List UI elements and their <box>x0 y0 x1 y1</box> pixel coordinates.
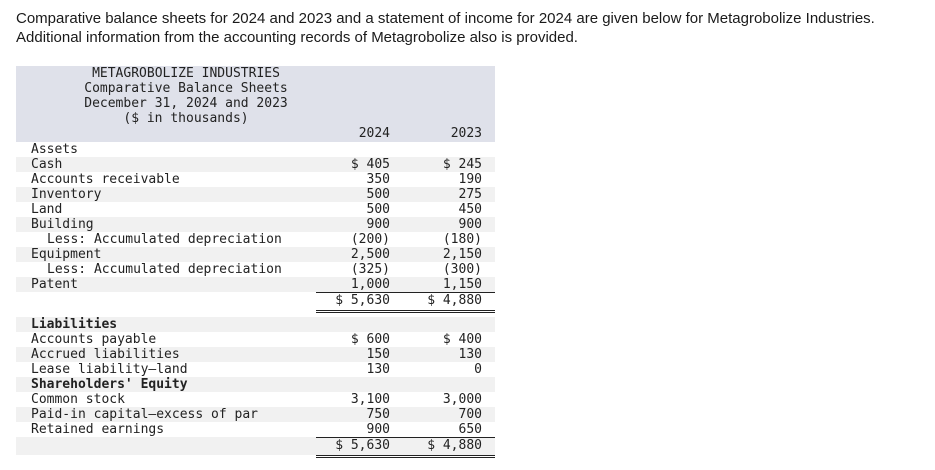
value-2023: 1,150 <box>442 277 482 292</box>
value-2023: $ 245 <box>442 157 482 172</box>
value-2023: 275 <box>458 187 482 202</box>
statement-title: Comparative Balance Sheets <box>84 81 288 96</box>
table-header <box>16 66 495 142</box>
table-row <box>16 347 495 362</box>
value-2024: $ 600 <box>350 332 390 347</box>
row-label: Patent <box>31 277 78 292</box>
row-label: Shareholders' Equity <box>31 377 188 392</box>
value-2024: 130 <box>366 362 390 377</box>
value-2023: $ 4,880 <box>427 438 482 453</box>
company-name: METAGROBOLIZE INDUSTRIES <box>92 66 280 81</box>
intro-line-1: Comparative balance sheets for 2024 and 2023 and a statement of income for 2024 are given below for Metagrobolize Industries. <box>16 10 875 27</box>
column-header-2024: 2024 <box>358 126 390 141</box>
value-2024: 150 <box>366 347 390 362</box>
column-header-2023: 2023 <box>450 126 482 141</box>
table-row <box>16 217 495 232</box>
value-2024: 500 <box>366 202 390 217</box>
underline <box>316 437 495 438</box>
value-2024: 500 <box>366 187 390 202</box>
intro-text <box>16 9 931 47</box>
statement-units: ($ in thousands) <box>123 111 249 126</box>
total-assets-row <box>16 292 495 310</box>
row-label: Accounts payable <box>31 332 157 347</box>
row-label: Less: Accumulated depreciation <box>47 232 282 247</box>
value-2023: 130 <box>458 347 482 362</box>
row-label: Accrued liabilities <box>31 347 180 362</box>
row-label: Lease liability—land <box>31 362 188 377</box>
value-2024: 1,000 <box>350 277 390 292</box>
table-row <box>16 332 495 347</box>
intro-line-2: Additional information from the accounting records of Metagrobolize also is provided. <box>16 29 578 46</box>
row-label: Inventory <box>31 187 102 202</box>
section-heading-equity <box>16 377 495 392</box>
table-row <box>16 172 495 187</box>
section-heading-assets <box>16 142 495 157</box>
value-2024: $ 5,630 <box>335 438 390 453</box>
value-2024: 3,100 <box>350 392 390 407</box>
table-row <box>16 392 495 407</box>
table-row <box>16 157 495 172</box>
table-row <box>16 187 495 202</box>
double-underline <box>316 310 495 313</box>
value-2024: 750 <box>366 407 390 422</box>
value-2024: (325) <box>350 262 390 277</box>
row-label: Building <box>31 217 94 232</box>
table-row <box>16 407 495 422</box>
value-2023: 900 <box>458 217 482 232</box>
value-2024: (200) <box>350 232 390 247</box>
value-2024: 900 <box>366 422 390 437</box>
table-row <box>16 362 495 377</box>
value-2023: (300) <box>442 262 482 277</box>
value-2023: 2,150 <box>442 247 482 262</box>
value-2023: 700 <box>458 407 482 422</box>
row-label: Less: Accumulated depreciation <box>47 262 282 277</box>
row-label: Liabilities <box>31 317 118 332</box>
value-2024: $ 405 <box>350 157 390 172</box>
table-row <box>16 422 495 437</box>
row-label: Common stock <box>31 392 125 407</box>
row-label: Equipment <box>31 247 102 262</box>
table-row <box>16 277 495 292</box>
underline <box>316 292 495 293</box>
double-underline <box>316 455 495 458</box>
value-2024: $ 5,630 <box>335 293 390 308</box>
row-label: Paid-in capital—excess of par <box>31 407 258 422</box>
value-2023: 650 <box>458 422 482 437</box>
value-2023: 0 <box>474 362 482 377</box>
row-label: Accounts receivable <box>31 172 180 187</box>
value-2023: $ 4,880 <box>427 293 482 308</box>
table-row <box>16 247 495 262</box>
value-2024: 2,500 <box>350 247 390 262</box>
value-2023: 190 <box>458 172 482 187</box>
value-2023: $ 400 <box>442 332 482 347</box>
value-2023: 450 <box>458 202 482 217</box>
section-heading-liabilities <box>16 317 495 332</box>
balance-sheet-table <box>16 66 495 455</box>
row-label: Land <box>31 202 63 217</box>
statement-date: December 31, 2024 and 2023 <box>84 96 288 111</box>
table-row <box>16 202 495 217</box>
value-2024: 900 <box>366 217 390 232</box>
total-liabilities-equity-row <box>16 437 495 455</box>
value-2024: 350 <box>366 172 390 187</box>
row-label: Assets <box>31 142 78 157</box>
value-2023: (180) <box>442 232 482 247</box>
row-label: Retained earnings <box>31 422 165 437</box>
value-2023: 3,000 <box>442 392 482 407</box>
row-label: Cash <box>31 157 63 172</box>
table-row <box>16 232 495 247</box>
table-row <box>16 262 495 277</box>
